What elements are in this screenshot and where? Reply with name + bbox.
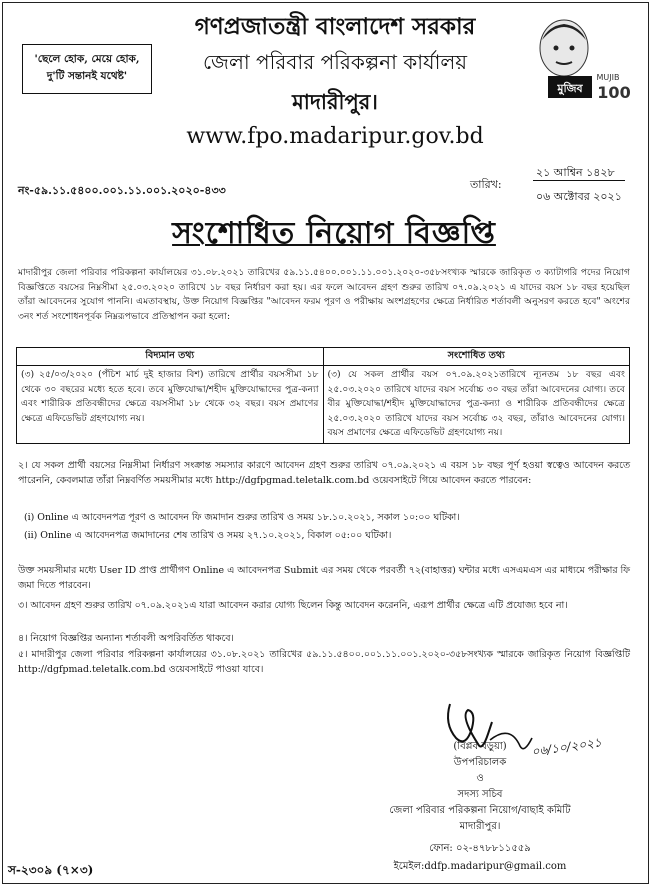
date-bangla: ২১ আশ্বিন ১৪২৮ (536, 166, 615, 179)
website-address: www.fpo.madaripur.gov.bd (186, 124, 484, 149)
point-2: ২। যে সকল প্রার্থী বয়সের নিম্নসীমা নির্ধারণ সংক্রান্ত সমস্যার কারণে আবেদন গ্রহণ শুরুর তারিখ ০৭.০৯.২০২১ এ বয়স ১৮ বছর পূর্ণ হওয়া স্বত্বেও আবেদন করতে পারেননি, কেবলমাত্র তাঁরা নিম্নবর্ণিত সময়সীমার মধ্যে http://dgfpgmad.teletalk.com.bd ওয়েবসাইটে গিয়ে আবেদন করতে পারবেন: (18, 460, 630, 486)
point-2-item-ii: (ii) Online এ আবেদনপত্র জমাদানের শেষ তারিখ ও সময় ২৭.১০.২০২১, বিকাল ০৫:০০ ঘটিকা। (24, 530, 392, 541)
intro-paragraph: মাদারীপুর জেলা পরিবার পরিকল্পনা কার্যালয়ের ৩১.০৮.২০২১ তারিখের ৫৯.১১.৫৪০০.০০১.১১.০০১.২০২০-৩৫৮সংখ্যক স্মারকে জারিকৃত ৩ ক্যাটাগরি পদের নিয়োগ বিজ্ঞপ্তিতে বয়সের নিম্নসীমা ২৫.০৩.২০২০ তারিখে ১৮ বছর নির্ধারণ করা হয়। এর ফলে আবেদন গ্রহণ শুরুর তারিখ ০৭.০৯.২০২১ এ যাদের বয়স ১৮ বছর হয়েছিল তাঁরা আবেদনের সুযোগ পাননি। এমতাবস্থায়, উক্ত নিয়োগ বিজ্ঞপ্তির "আবেদন ফরম পূরণ ও পরীক্ষায় অংশগ্রহণের ক্ষেত্রে নির্ধারিত শর্তাবলী অনুসরণ করতে হবে" অংশের ৩নং শর্ত সংশোধনপূর্বক নিম্নরূপভাবে প্রতিস্থাপন করা হলো: (18, 267, 630, 322)
memo-number: নং-৫৯.১১.৫৪০০.০০১.১১.০০১.২০২০-৪৩৩ (18, 184, 226, 197)
date-english: ০৬ অক্টোবর ২০২১ (536, 190, 622, 203)
signatory-name: (বিপ্লব বড়ুয়া) (453, 741, 507, 752)
signatory-designation: উপপরিচালক (453, 757, 507, 768)
table-cell-existing (17, 366, 324, 444)
point-2-note: উক্ত সময়সীমার মধ্যে User ID প্রাপ্ত প্রার্থীগণ Online এ আবেদনপত্র Submit এর সময় থেকে পরবর্তী ৭২(বাহাত্তর) ঘন্টার মধ্যে এসএমএস এর মাধ্যমে পরীক্ষার ফি জমা দিতে পারবেন। (18, 565, 630, 591)
signatory-and: ও (476, 773, 484, 784)
date-label: তারিখ: (470, 178, 502, 191)
signatory-role: সদস্য সচিব (457, 789, 503, 800)
table-cell-revised (323, 366, 630, 444)
point-4: ৪। নিয়োগ বিজ্ঞপ্তির অন্যান্য শর্তাবলী অপরিবর্তিত থাকবে। (18, 633, 234, 644)
signatory-place: মাদারীপুর। (459, 821, 501, 832)
table-header-revised: সংশোধিত তথ্য (323, 348, 630, 366)
date-divider (533, 180, 625, 181)
revised-text: যে সকল প্রার্থীর বয়স ০৭.০৯.২০২১তারিখে ন্যূনতম ১৮ বছর এবং ২৫.০৩.২০২০ তারিখে যাদের বয়স সর্বোচ্চ ৩০ বছর তাঁরা আবেদনের যোগ্য। তবে বীর মুক্তিযোদ্ধা/শহীদ মুক্তিযোদ্ধাদের পুত্র-কন্যা ও শারীরিক প্রতিবন্ধীদের ক্ষেত্রে ২৫.০৩.২০২০ তারিখে যাদের বয়স সর্বোচ্চ ৩২ বছর, তাঁরাও আবেদনের যোগ্য। বয়স প্রমাণের ক্ষেত্রে এফিডেভিট গ্রহণযোগ্য নয়। (327, 369, 626, 438)
office-heading: জেলা পরিবার পরিকল্পনা কার্যালয় (202, 50, 468, 74)
notice-title: সংশোধিত নিয়োগ বিজ্ঞপ্তি (172, 216, 496, 251)
slogan-line-1: 'ছেলে হোক, মেয়ে হোক, (34, 53, 140, 65)
slogan-line-2: দু'টি সন্তানই যথেষ্ট' (46, 70, 128, 82)
district-heading: মাদারীপুর। (292, 89, 378, 114)
signatory-committee: জেলা পরিবার পরিকল্পনা নিয়োগ/বাছাই কমিটি (389, 805, 571, 816)
table-header-existing: বিদ্যমান তথ্য (17, 348, 324, 366)
revised-number: (৩) (327, 369, 341, 380)
point-5: ৫। মাদারীপুর জেলা পরিবার পরিকল্পনা কার্যালয়ের ৩১.০৮.২০২১ তারিখের ৫৯.১১.৫৪০০.০০১.১১.০০১.২০২০-৩৫৮সংখ্যক স্মারকে জারিকৃত নিয়োগ বিজ্ঞপ্তিটি http://dgfpmad.teletalk.com.bd ওয়েবসাইটে পাওয়া যাবে। (18, 649, 630, 675)
svg-text:MUJIB: MUJIB (596, 73, 620, 82)
existing-text: ২৫/০৩/২০২০ (পঁচিশ মার্চ দুই হাজার বিশ) তারিখে প্রার্থীর বয়সসীমা ১৮ থেকে ৩০ বছরের মধ্যে হতে হবে। তবে মুক্তিযোদ্ধা/শহীদ মুক্তিযোদ্ধাদের পুত্র-কন্যা এবং শারীরিক প্রতিবন্ধীদের ক্ষেত্রে বয়সসীমা ১৮ থেকে ৩২ বছর। বয়স প্রমাণের ক্ষেত্রে এফিডেভিট গ্রহণযোগ্য নয়। (21, 369, 319, 424)
comparison-table (16, 347, 630, 444)
government-heading: গণপ্রজাতন্ত্রী বাংলাদেশ সরকার (194, 13, 476, 40)
svg-text:০৬/১০/২০২১: ০৬/১০/২০২১ (530, 735, 603, 759)
mujib-100-logo (522, 10, 630, 106)
contact-email: ইমেইল:ddfp.madaripur@gmail.com (393, 861, 567, 872)
slogan-box (22, 44, 152, 94)
point-3: ৩। আবেদন গ্রহণ শুরুর তারিখ ০৭.০৯.২০২১এ যারা আবেদন করার যোগ্য ছিলেন কিন্তু আবেদন করেননি, এরূপ প্রার্থীর ক্ষেত্রে এটি প্রযোজ্য হবে না। (18, 600, 568, 611)
svg-text:মুজিব: মুজিব (557, 82, 583, 95)
footer-code: স-২৩০৯ (৭×৩) (8, 863, 94, 877)
contact-phone: ফোন: ০২-৪৭৮৮১১৫৫৯ (429, 843, 531, 854)
existing-number: (৩) (21, 369, 35, 380)
point-2-item-i: (i) Online এ আবেদনপত্র পূরণ ও আবেদন ফি জমাদান শুরুর তারিখ ও সময় ১৮.১০.২০২১, সকাল ১০:০০ ঘটিকা। (24, 512, 460, 523)
svg-text:100: 100 (597, 83, 630, 102)
